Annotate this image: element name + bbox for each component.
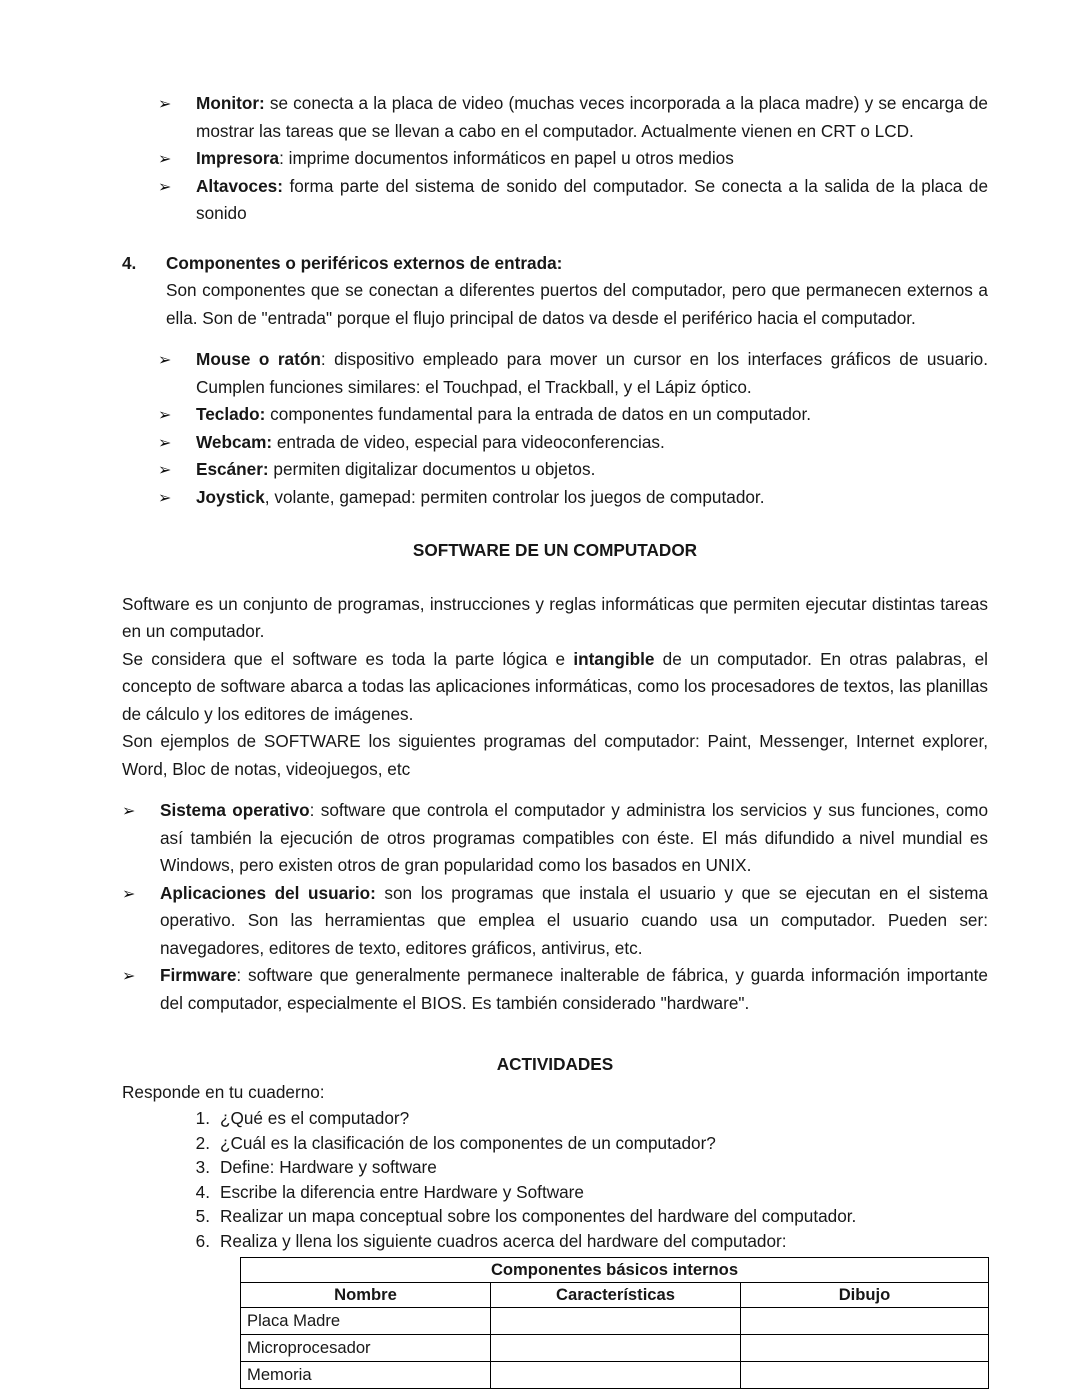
arrow-bullet-icon: ➢ (158, 94, 172, 113)
list-item-term: Escáner: (196, 459, 269, 479)
list-item (184, 1229, 988, 1254)
arrow-bullet-icon: ➢ (158, 350, 172, 369)
list-item-text: componentes fundamental para la entrada de datos en un computador. (265, 404, 812, 424)
list-item (158, 145, 988, 173)
item-number: 1. (195, 1108, 210, 1128)
list-item (158, 90, 988, 145)
list-item-text: permiten digitalizar documentos u objetos. (268, 459, 596, 479)
cell-dibujo[interactable] (741, 1335, 989, 1362)
arrow-bullet-icon: ➢ (122, 966, 136, 985)
section-number: 4. (122, 252, 137, 273)
list-item-term: Monitor: (196, 93, 265, 113)
list-item (158, 484, 988, 512)
cell-nombre: Placa Madre (241, 1308, 491, 1335)
activities-list (184, 1106, 988, 1253)
table-row (241, 1362, 989, 1389)
list-item-term: Mouse o ratón (196, 349, 321, 369)
list-item (158, 346, 988, 401)
table-title: Componentes básicos internos (241, 1258, 989, 1283)
table-header-row (241, 1283, 989, 1308)
list-item-text: : imprime documentos informáticos en papel u otros medios (279, 148, 734, 168)
list-item-term: Impresora (196, 148, 280, 168)
components-table-wrapper (240, 1257, 988, 1389)
para2-part2: de un computador. En otras palabras, el concepto de software abarca a todas las aplicaciones informáticas, como los procesadores de textos, las planillas de cálculo y los editores de imágenes. (122, 648, 988, 724)
item-text: Escribe la diferencia entre Hardware y Software (220, 1181, 584, 1202)
list-item-text: entrada de video, especial para videoconferencias. (272, 431, 665, 452)
list-item-term: Joystick (196, 486, 265, 507)
software-section-heading: SOFTWARE DE UN COMPUTADOR (412, 540, 698, 560)
list-item-term: Sistema operativo (160, 800, 310, 820)
list-item (122, 797, 988, 880)
item-number: 6. (195, 1230, 210, 1251)
components-table (240, 1257, 989, 1389)
table-row (241, 1335, 989, 1362)
activities-heading: ACTIVIDADES (496, 1054, 614, 1074)
list-item-term: Aplicaciones del usuario: (160, 882, 376, 903)
output-peripherals-list (158, 90, 988, 228)
item-text: ¿Cuál es la clasificación de los componentes de un computador? (220, 1132, 716, 1153)
cell-caracteristicas[interactable] (491, 1308, 741, 1335)
arrow-bullet-icon: ➢ (158, 405, 172, 424)
software-paragraph-1: Software es un conjunto de programas, instrucciones y reglas informáticas que permiten ejecutar distintas tareas en un computador. (122, 593, 988, 641)
item-number: 2. (195, 1132, 210, 1153)
activities-intro: Responde en tu cuaderno: (122, 1081, 325, 1102)
arrow-bullet-icon: ➢ (158, 432, 172, 452)
list-item (184, 1131, 988, 1156)
list-item-text: se conecta a la placa de video (muchas veces incorporada a la placa madre) y se encarga de mostrar las tareas que se llevan a cabo en el computador. Actualmente vienen en CRT o LCD. (196, 93, 988, 141)
list-item-text: : software que controla el computador y administra los servicios y sus funciones, como así también la ejecución de otros programas compatibles con éste. El más difundido a nivel mundial es Windows, pero existen otros de gran popularidad como los basados en UNIX. (160, 800, 989, 875)
cell-nombre: Memoria (241, 1362, 491, 1389)
section-heading: Componentes o periféricos externos de entrada: (166, 252, 563, 273)
list-item (184, 1106, 988, 1131)
list-item (184, 1204, 988, 1229)
software-paragraph-3: Son ejemplos de SOFTWARE los siguientes programas del computador: Paint, Messenger, Internet explorer, Word, Bloc de notas, videojuegos, etc (122, 731, 988, 779)
arrow-bullet-icon: ➢ (158, 176, 172, 196)
item-text: ¿Qué es el computador? (220, 1108, 410, 1128)
list-item-term: Teclado: (196, 404, 266, 424)
arrow-bullet-icon: ➢ (122, 883, 136, 903)
list-item (158, 429, 988, 457)
software-paragraph-2 (122, 646, 988, 729)
cell-nombre: Microprocesador (241, 1335, 491, 1362)
section-paragraph: Son componentes que se conectan a diferentes puertos del computador, pero que permanecen externos a ella. Son de "entrada" porque el flujo principal de datos va desde el periférico hacia el computador. (166, 280, 988, 328)
list-item-text: , volante, gamepad: permiten controlar los juegos de computador. (264, 486, 765, 507)
list-item-text: son los programas que instala el usuario y que se ejecutan en el sistema operativo. Son las herramientas que emplea el usuario cuando usa un computador. Pueden ser: navegadores, editores de texto, editores gráficos, antivirus, etc. (160, 882, 988, 958)
table-title-row (241, 1258, 989, 1283)
list-item-text: : dispositivo empleado para mover un cursor en los interfaces gráficos de usuario. Cumplen funciones similares: el Touchpad, el Trackball, y el Lápiz óptico. (196, 349, 989, 397)
list-item (158, 456, 988, 484)
input-peripherals-list (158, 346, 988, 511)
list-item-term: Altavoces: (196, 175, 283, 196)
para2-part1: Se considera que el software es toda la parte lógica e (122, 648, 574, 669)
cell-dibujo[interactable] (741, 1362, 989, 1389)
list-item (122, 880, 988, 963)
item-text: Define: Hardware y software (220, 1157, 437, 1177)
table-row (241, 1308, 989, 1335)
para2-emphasis: intangible (573, 648, 655, 669)
column-header-caracteristicas: Características (491, 1283, 741, 1308)
list-item (184, 1180, 988, 1205)
list-item (158, 401, 988, 429)
list-item (122, 962, 988, 1017)
list-item (184, 1155, 988, 1180)
list-item-term: Webcam: (196, 431, 273, 452)
list-item (158, 173, 988, 228)
item-number: 5. (195, 1206, 210, 1226)
list-item-term: Firmware (160, 965, 237, 985)
column-header-dibujo: Dibujo (741, 1283, 989, 1308)
list-item-text: forma parte del sistema de sonido del computador. Se conecta a la salida de la placa de sonido (196, 175, 988, 223)
item-number: 3. (195, 1157, 210, 1177)
cell-caracteristicas[interactable] (491, 1362, 741, 1389)
arrow-bullet-icon: ➢ (158, 487, 172, 507)
list-item-text: : software que generalmente permanece inalterable de fábrica, y guarda información importante del computador, especialmente el BIOS. Es también considerado "hardware". (160, 965, 988, 1013)
arrow-bullet-icon: ➢ (122, 801, 136, 820)
column-header-nombre: Nombre (241, 1283, 491, 1308)
arrow-bullet-icon: ➢ (158, 460, 172, 479)
item-text: Realiza y llena los siguiente cuadros acerca del hardware del computador: (220, 1230, 787, 1251)
software-types-list (122, 797, 988, 1017)
cell-caracteristicas[interactable] (491, 1335, 741, 1362)
item-text: Realizar un mapa conceptual sobre los componentes del hardware del computador. (220, 1206, 857, 1226)
item-number: 4. (195, 1181, 210, 1202)
arrow-bullet-icon: ➢ (158, 149, 172, 168)
section-4 (122, 250, 988, 333)
cell-dibujo[interactable] (741, 1308, 989, 1335)
